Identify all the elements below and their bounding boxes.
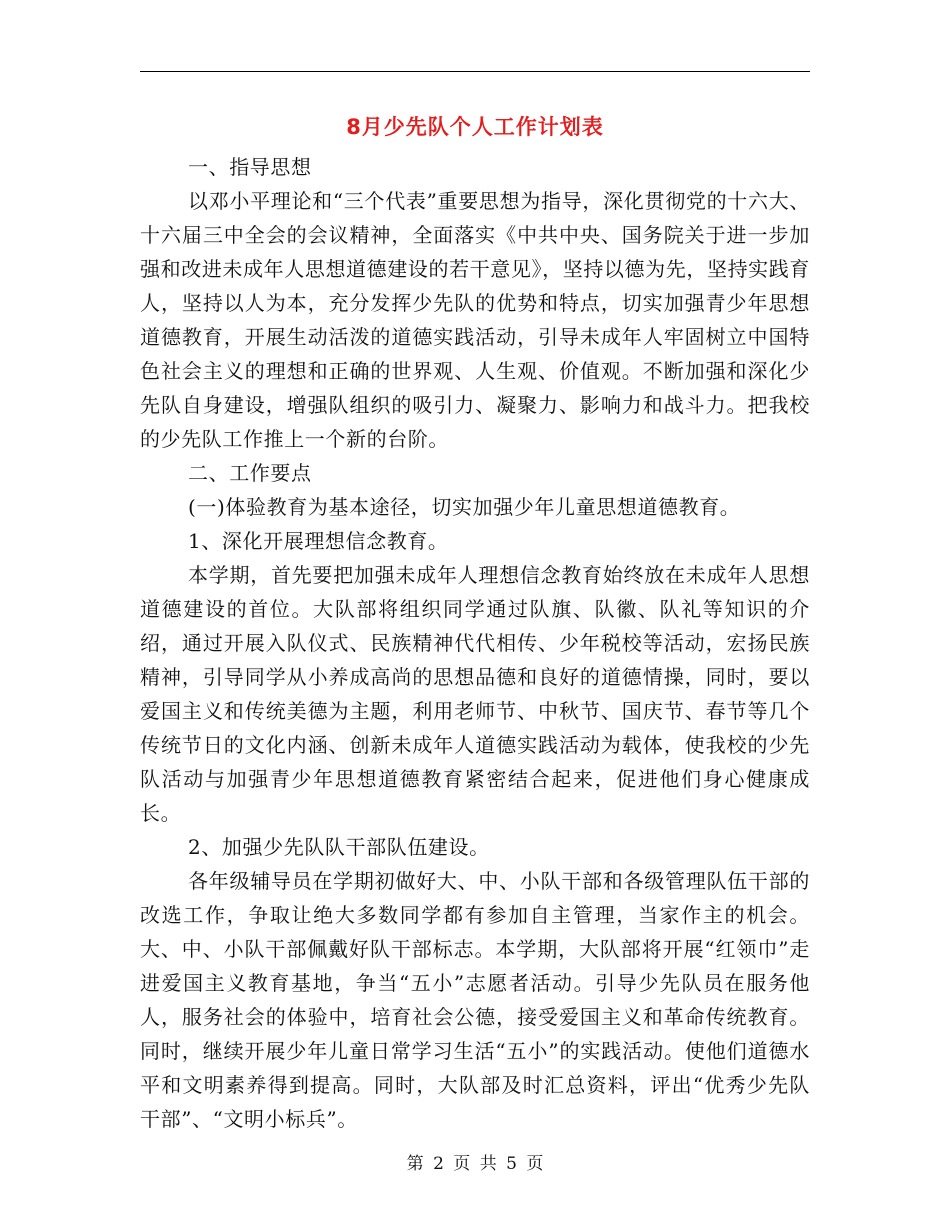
- document-body: [140, 150, 810, 1136]
- section-heading-work-points: 二、工作要点: [188, 461, 312, 485]
- paragraph-cadre-team: 各年级辅导员在学期初做好大、中、小队干部和各级管理队伍干部的改选工作，争取让绝大多数同学都有参加自主管理，当家作主的机会。大、中、小队干部佩戴好队干部标志。本学期，大队部将开展“红领巾”走进爱国主义教育基地，争当“五小”志愿者活动。引导少先队员在服务他人，服务社会的体验中，培育社会公德，接受爱国主义和革命传统教育。同时，继续开展少年儿童日常学习生活“五小”的实践活动。使他们道德水平和文明素养得到提高。同时，大队部及时汇总资料，评出“优秀少先队干部”、“文明小标兵”。: [140, 869, 810, 1131]
- item-heading-ideal-belief: 1、深化开展理想信念教育。: [188, 529, 449, 553]
- subheading-experience-education: (一)体验教育为基本途径，切实加强少年儿童思想道德教育。: [188, 495, 741, 519]
- document-title: 8月少先队个人工作计划表: [346, 115, 604, 139]
- item-heading-cadre-team: 2、加强少先队队干部队伍建设。: [188, 835, 490, 859]
- section-heading-guiding-ideology: 一、指导思想: [188, 155, 312, 179]
- header-rule: [140, 71, 810, 72]
- page-number-footer: 第 2 页 共 5 页: [406, 1154, 544, 1174]
- paragraph-guiding-ideology: 以邓小平理论和“三个代表”重要思想为指导，深化贯彻党的十六大、十六届三中全会的会议精神，全面落实《中共中央、国务院关于进一步加强和改进未成年人思想道德建设的若干意见》，坚持以德为先，坚持实践育人，坚持以人为本，充分发挥少先队的优势和特点，切实加强青少年思想道德教育，开展生动活泼的道德实践活动，引导未成年人牢固树立中国特色社会主义的理想和正确的世界观、人生观、价值观。不断加强和深化少先队自身建设，增强队组织的吸引力、凝聚力、影响力和战斗力。把我校的少先队工作推上一个新的台阶。: [140, 189, 810, 451]
- paragraph-ideal-belief: 本学期，首先要把加强未成年人理想信念教育始终放在未成年人思想道德建设的首位。大队部将组织同学通过队旗、队徽、队礼等知识的介绍，通过开展入队仪式、民族精神代代相传、少年税校等活动，宏扬民族精神，引导同学从小养成高尚的思想品德和良好的道德情操，同时，要以爱国主义和传统美德为主题，利用老师节、中秋节、国庆节、春节等几个传统节日的文化内涵、创新未成年人道德实践活动为载体，使我校的少先队活动与加强青少年思想道德教育紧密结合起来，促进他们身心健康成长。: [140, 563, 810, 825]
